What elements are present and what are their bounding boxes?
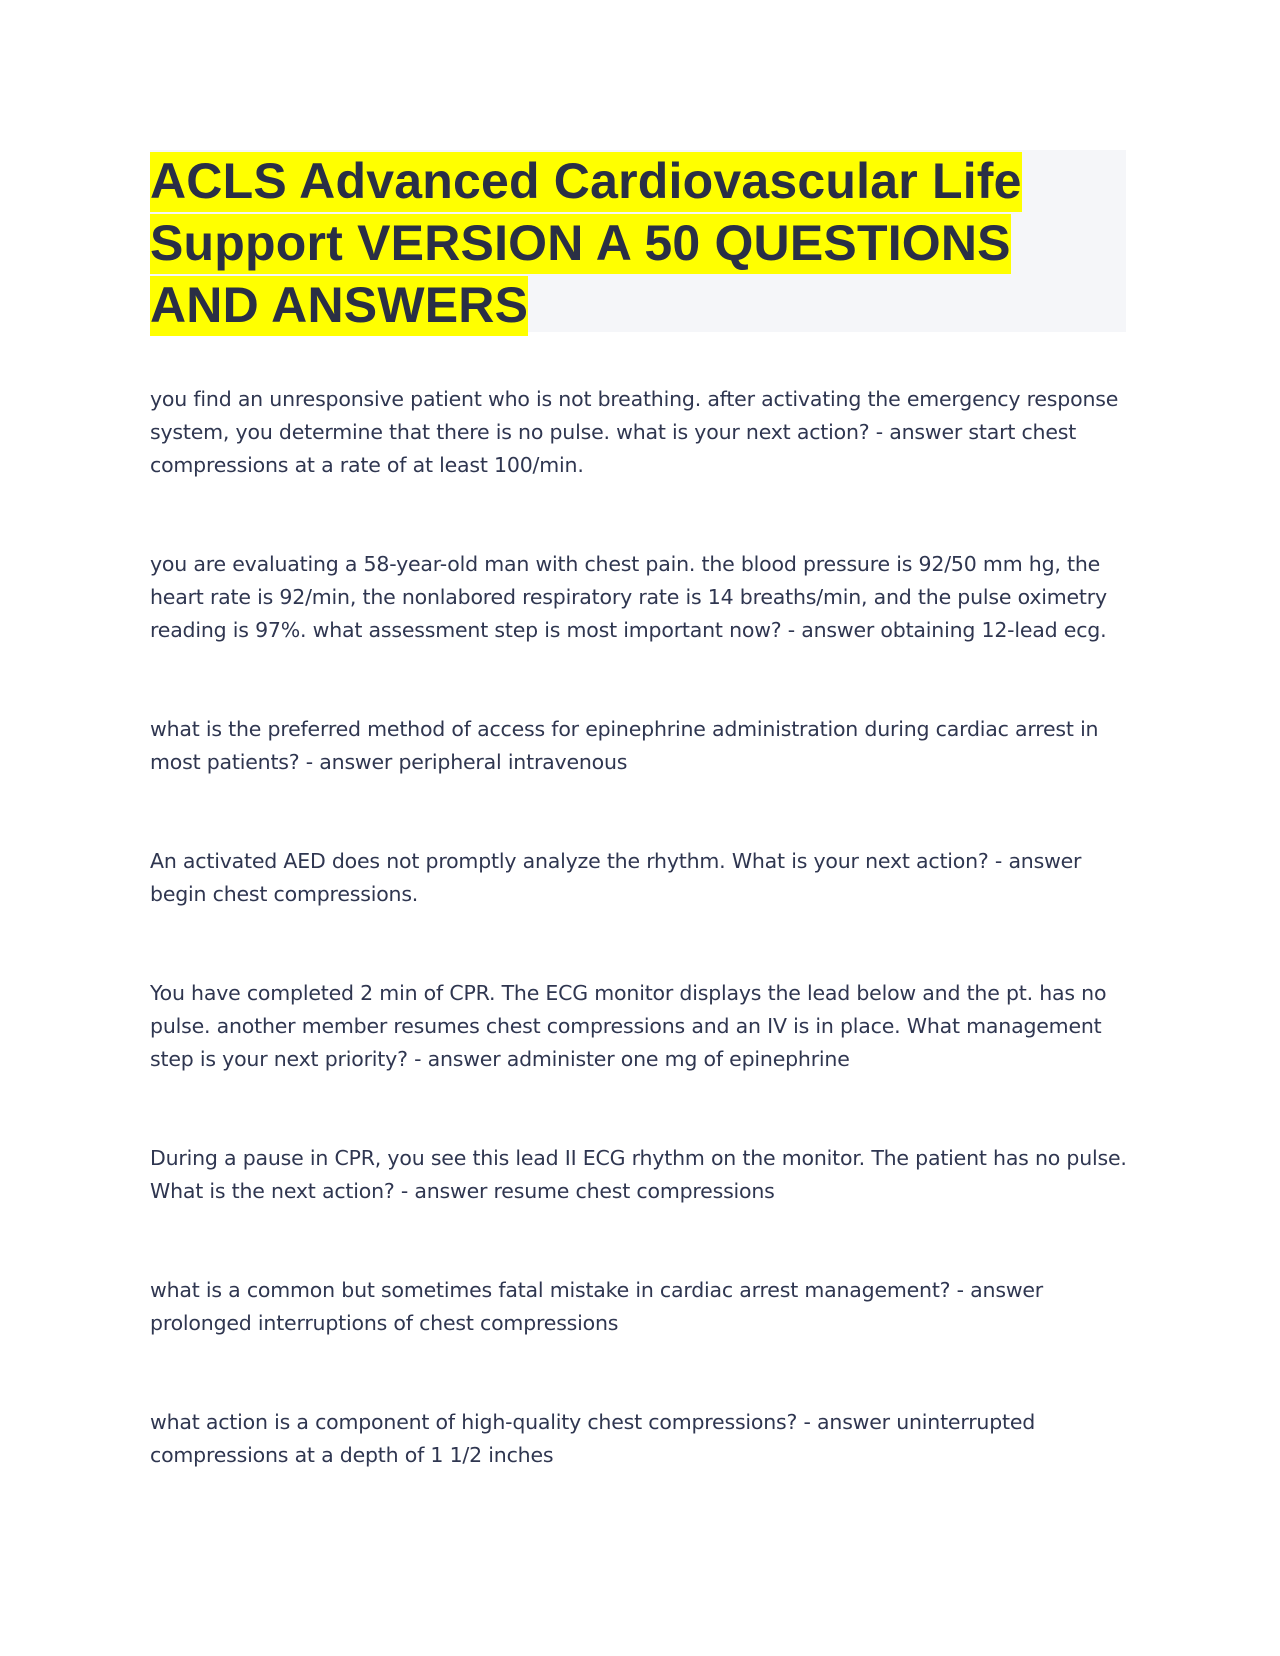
title-highlight: ACLS Advanced Cardiovascular Life Support VERSION A 50 QUESTIONS AND ANSWERS bbox=[150, 152, 1022, 336]
qa-item-3: what is the preferred method of access for epinephrine administration during cardiac arrest in most patients? - answer peripheral intravenous bbox=[150, 717, 1099, 774]
qa-item-2: you are evaluating a 58-year-old man with chest pain. the blood pressure is 92/50 mm hg, the heart rate is 92/min, the nonlabored respiratory rate is 14 breaths/min, and the pulse oximetry reading is 97%. what assessment step is most important now? - answer obtaining 12-lead ecg. bbox=[150, 552, 1107, 642]
qa-item-6: During a pause in CPR, you see this lead II ECG rhythm on the monitor. The patient has no pulse. What is the next action? - answer resume chest compressions bbox=[150, 1146, 1127, 1203]
qa-item-7: what is a common but sometimes fatal mistake in cardiac arrest management? - answer prolonged interruptions of chest compressions bbox=[150, 1278, 1044, 1335]
qa-item-1: you find an unresponsive patient who is not breathing. after activating the emergency response system, you determine that there is no pulse. what is your next action? - answer start chest compressions at a rate of at least 100/min. bbox=[150, 387, 1119, 477]
qa-item-4: An activated AED does not promptly analyze the rhythm. What is your next action? - answer begin chest compressions. bbox=[150, 849, 1082, 906]
qa-item-8: what action is a component of high-quality chest compressions? - answer uninterrupted compressions at a depth of 1 1/2 inches bbox=[150, 1410, 1036, 1467]
document-title bbox=[150, 150, 1126, 336]
title-block bbox=[150, 150, 1126, 332]
qa-item-5: You have completed 2 min of CPR. The ECG monitor displays the lead below and the pt. has no pulse. another member resumes chest compressions and an IV is in place. What management step is your next priority? - answer administer one mg of epinephrine bbox=[150, 981, 1107, 1071]
